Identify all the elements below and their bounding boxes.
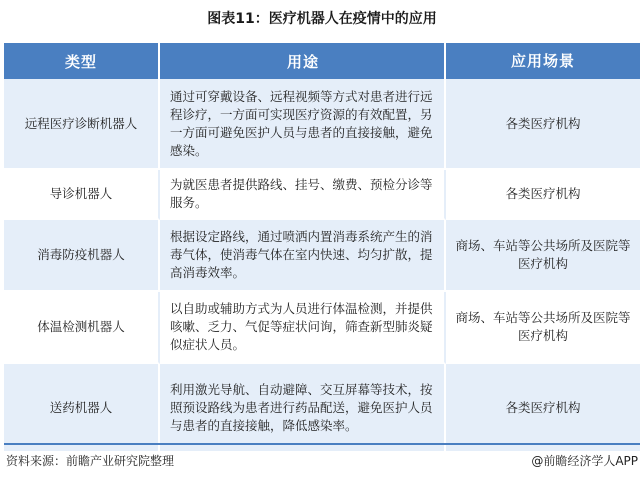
row-type: 远程医疗诊断机器人 bbox=[4, 79, 160, 170]
table-row bbox=[4, 79, 640, 170]
row-use: 根据设定路线，通过喷洒内置消毒系统产生的消毒气体，使消毒气体在室内快速、均匀扩散，提高消毒效率。 bbox=[160, 220, 446, 292]
source-note: 资料来源：前瞻产业研究院整理 bbox=[6, 454, 175, 468]
robot-application-table bbox=[4, 43, 640, 453]
table-row bbox=[4, 364, 640, 453]
row-use: 为就医患者提供路线、挂号、缴费、预检分诊等服务。 bbox=[160, 170, 446, 220]
row-type: 导诊机器人 bbox=[4, 170, 160, 220]
table-header-row bbox=[4, 43, 640, 79]
row-type: 送药机器人 bbox=[4, 364, 160, 453]
header-type: 类型 bbox=[4, 43, 160, 79]
table-row bbox=[4, 292, 640, 364]
row-scene: 各类医疗机构 bbox=[446, 79, 640, 170]
bottom-divider bbox=[4, 443, 640, 445]
row-type: 体温检测机器人 bbox=[4, 292, 160, 364]
row-use: 通过可穿戴设备、远程视频等方式对患者进行远程诊疗，一方面可实现医疗资源的有效配置，另一方面可避免医护人员与患者的直接接触，避免感染。 bbox=[160, 79, 446, 170]
row-use: 利用激光导航、自动避障、交互屏幕等技术，按照预设路线为患者进行药品配送，避免医护人员与患者的直接接触，降低感染率。 bbox=[160, 364, 446, 453]
row-scene: 商场、车站等公共场所及医院等医疗机构 bbox=[446, 220, 640, 292]
table-row bbox=[4, 220, 640, 292]
header-scene: 应用场景 bbox=[446, 43, 640, 79]
row-scene: 各类医疗机构 bbox=[446, 170, 640, 220]
credit-note: @前瞻经济学人APP bbox=[531, 454, 638, 468]
chart-title: 图表11：医疗机器人在疫情中的应用 bbox=[207, 11, 437, 27]
row-use: 以自助或辅助方式为人员进行体温检测，并提供咳嗽、乏力、气促等症状问询，筛查新型肺炎疑似症状人员。 bbox=[160, 292, 446, 364]
row-scene: 各类医疗机构 bbox=[446, 364, 640, 453]
row-type: 消毒防疫机器人 bbox=[4, 220, 160, 292]
header-use: 用途 bbox=[160, 43, 446, 79]
row-scene: 商场、车站等公共场所及医院等医疗机构 bbox=[446, 292, 640, 364]
table-row bbox=[4, 170, 640, 220]
